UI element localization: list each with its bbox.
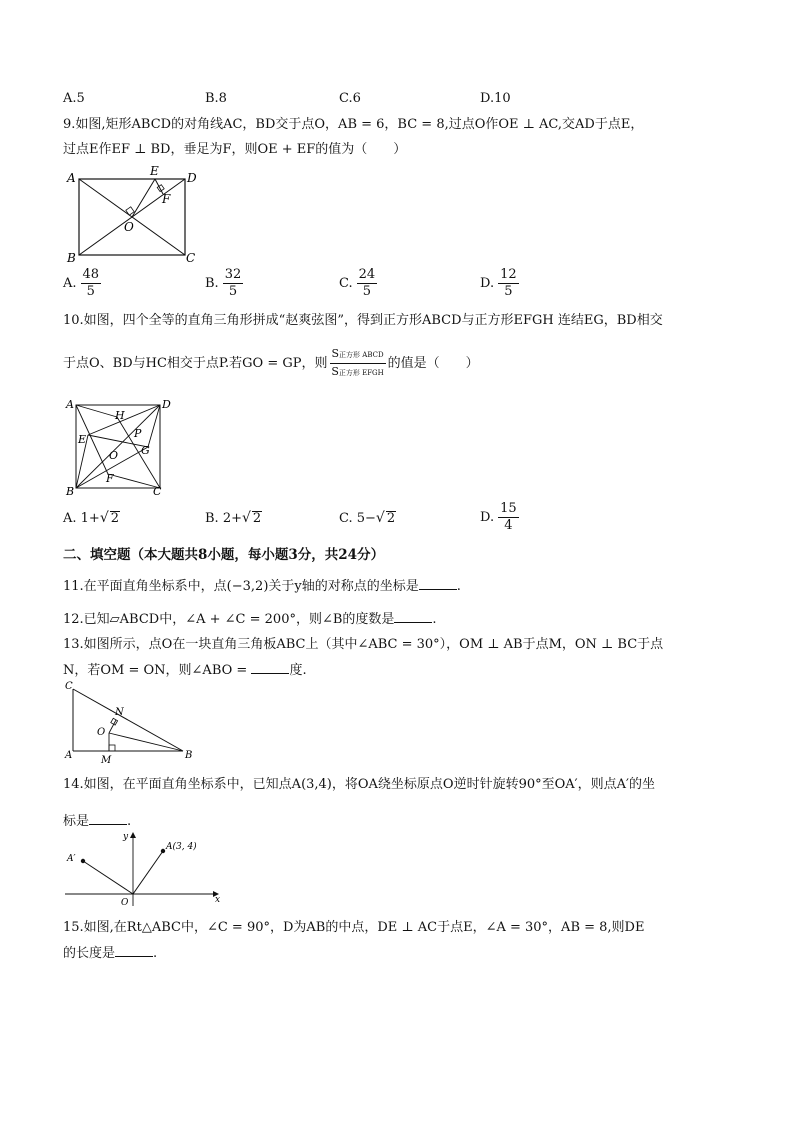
q10-label-o: O — [109, 449, 119, 462]
q10-label-e: E — [78, 433, 87, 446]
q15-answer-blank[interactable] — [115, 944, 153, 957]
q14-label-x-axis: x — [215, 895, 221, 905]
q10-zhaoshuang-figure — [63, 397, 173, 499]
q11-answer-blank[interactable] — [419, 577, 457, 590]
q10-option-c: C. 5−√ 2 — [339, 510, 396, 526]
q14-coordinate-figure — [63, 830, 223, 910]
q9-label-c: C — [186, 251, 196, 265]
q9-label-e: E — [150, 164, 159, 178]
q13-label-m: M — [101, 755, 112, 766]
q9-label-d: D — [187, 171, 197, 185]
q15-stem-line2: 的长度是 . — [63, 946, 158, 961]
q13-label-o: O — [97, 727, 106, 738]
q9-rectangle-figure — [63, 163, 213, 265]
q10-label-f: F — [106, 472, 114, 485]
q14-label-y-axis: y — [123, 832, 129, 842]
q8-option-c: C.6 — [339, 91, 361, 106]
q10-stem-line1: 10.如图，四个全等的直角三角形拼成“赵爽弦图”，得到正方形ABCD与正方形EFGH 连结EG，BD相交 — [63, 313, 663, 328]
section-fill-in-blank-title: 二、填空题（本大题共8小题，每小题3分，共24分） — [63, 547, 385, 563]
q10-label-a: A — [66, 398, 74, 411]
q10-option-d: D. $\frac{15}{4}$ — [480, 501, 517, 533]
q14-label-origin: O — [121, 898, 129, 908]
q13-stem-line2: N，若OM = ON，则∠ABO = 度. — [63, 663, 307, 678]
q8-option-a: A.5 — [63, 91, 85, 106]
q14-answer-blank[interactable] — [89, 812, 127, 825]
q15-stem-line1: 15.如图,在Rt△ABC中，∠C = 90°，D为AB的中点，DE ⊥ AC于点E，∠A = 30°，AB = 8,则DE — [63, 920, 645, 935]
q9-stem-line1: 9.如图,矩形ABCD的对角线AC，BD交于点O，AB = 6，BC = 8,过点O作OE ⊥ AC,交AD于点E， — [63, 117, 644, 132]
q9-label-b: B — [67, 251, 76, 265]
q8-option-b: B.8 — [205, 91, 227, 106]
q9-option-b: B. $\frac{32}{5}$ — [205, 267, 242, 299]
q13-triangle-figure — [63, 681, 203, 767]
q10-option-a: A. 1+√ 2 — [63, 510, 120, 526]
q12-answer-blank[interactable] — [394, 610, 432, 623]
q14-label-point-a-prime: A′ — [67, 854, 76, 864]
q13-label-n: N — [115, 707, 124, 718]
q13-answer-blank[interactable] — [251, 661, 289, 674]
q13-stem-line1: 13.如图所示，点O在一块直角三角板ABC上（其中∠ABC = 30°），OM ⊥ AB于点M，ON ⊥ BC于点 — [63, 637, 664, 652]
q14-label-point-a: A(3, 4) — [166, 842, 197, 852]
q10-label-p: P — [134, 427, 142, 440]
q9-label-f: F — [162, 192, 171, 206]
q10-label-d: D — [162, 398, 171, 411]
q12-stem: 12.已知▱ABCD中，∠A + ∠C = 200°，则∠B的度数是 . — [63, 612, 437, 627]
q10-label-h: H — [115, 409, 125, 422]
q13-label-c: C — [65, 681, 73, 692]
q13-label-b: B — [185, 750, 193, 761]
q9-option-a: A. $\frac{48}{5}$ — [63, 267, 100, 299]
q10-label-b: B — [66, 485, 75, 498]
q9-label-a: A — [67, 171, 76, 185]
q9-stem-line2: 过点E作EF ⊥ BD，垂足为F，则OE + EF的值为（ ） — [63, 142, 407, 157]
q10-label-g: G — [141, 444, 150, 457]
q10-stem-line2: 于点O、BD与HC相交于点P.若GO = GP，则 $\frac{\text{S正方形 ABCD}}{\text{S正方形 EFGH}}$ 的值是（ ） — [63, 347, 479, 378]
q14-stem-line2: 标是 . — [63, 814, 132, 829]
q10-label-c: C — [153, 485, 162, 498]
q8-option-d: D.10 — [480, 91, 511, 106]
q10-option-b: B. 2+√ 2 — [205, 510, 262, 526]
q9-label-o: O — [124, 220, 134, 234]
q11-stem: 11.在平面直角坐标系中，点(−3,2)关于y轴的对称点的坐标是 . — [63, 579, 461, 594]
q13-label-a: A — [65, 750, 73, 761]
q14-stem-line1: 14.如图，在平面直角坐标系中，已知点A(3,4)，将OA绕坐标原点O逆时针旋转90°至OA′，则点A′的坐 — [63, 777, 655, 792]
q9-option-d: D. $\frac{12}{5}$ — [480, 267, 517, 299]
q9-option-c: C. $\frac{24}{5}$ — [339, 267, 376, 299]
